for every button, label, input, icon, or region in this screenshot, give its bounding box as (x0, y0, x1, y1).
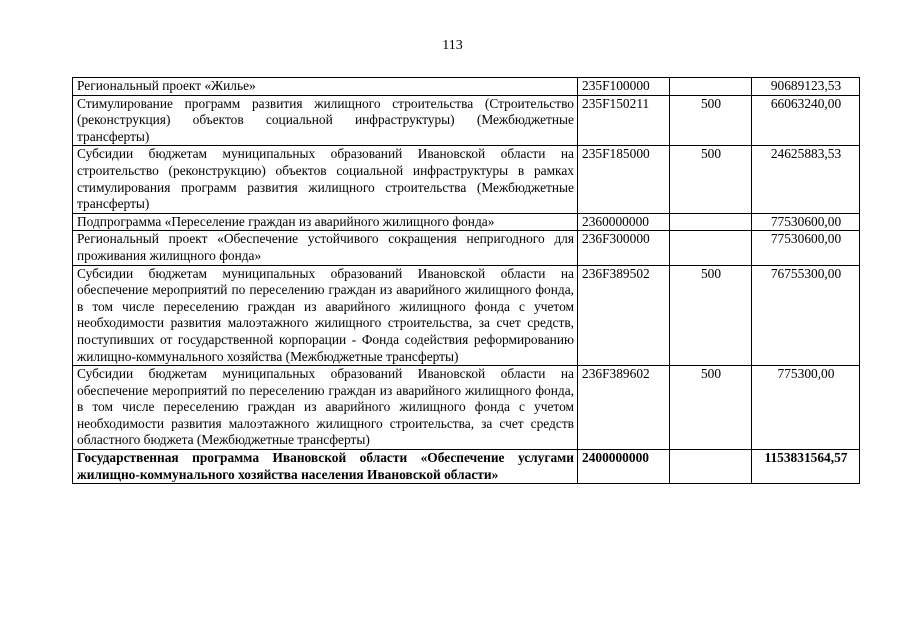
row-name: Региональный проект «Обеспечение устойчивого сокращения непригодного для проживания жилищного фонда» (73, 231, 578, 265)
row-sum: 66063240,00 (752, 95, 860, 146)
row-code: 235F150211 (578, 95, 670, 146)
table-row (73, 146, 860, 213)
row-sum: 1153831564,57 (752, 450, 860, 484)
row-code: 236F389502 (578, 265, 670, 366)
row-expense-type (670, 213, 752, 231)
table-row (73, 95, 860, 146)
row-sum: 24625883,53 (752, 146, 860, 213)
table-row (73, 78, 860, 96)
row-code: 235F100000 (578, 78, 670, 96)
row-code: 235F185000 (578, 146, 670, 213)
table-row (73, 366, 860, 450)
row-code: 236F389602 (578, 366, 670, 450)
row-name: Стимулирование программ развития жилищного строительства (Строительство (реконструкция) объектов социальной инфраструктуры) (Межбюджетные трансферты) (73, 95, 578, 146)
budget-table (72, 77, 860, 484)
row-sum: 77530600,00 (752, 213, 860, 231)
row-sum: 90689123,53 (752, 78, 860, 96)
row-expense-type (670, 231, 752, 265)
row-expense-type: 500 (670, 265, 752, 366)
row-sum: 76755300,00 (752, 265, 860, 366)
row-expense-type: 500 (670, 95, 752, 146)
row-code: 2400000000 (578, 450, 670, 484)
row-name: Региональный проект «Жилье» (73, 78, 578, 96)
row-sum: 775300,00 (752, 366, 860, 450)
page-number: 113 (442, 38, 463, 53)
row-code: 2360000000 (578, 213, 670, 231)
row-name: Субсидии бюджетам муниципальных образований Ивановской области на обеспечение мероприятий по переселению граждан из аварийного жилищного фонда, в том числе переселению граждан из аварийного жилищного фонда с учетом необходимости развития малоэтажного жилищного строительства, за счет средств, поступивших от государственной корпорации - Фонда содействия реформированию жилищно-коммунального хозяйства (Межбюджетные трансферты) (73, 265, 578, 366)
row-expense-type (670, 78, 752, 96)
row-code: 236F300000 (578, 231, 670, 265)
table-row (73, 265, 860, 366)
row-name: Государственная программа Ивановской области «Обеспечение услугами жилищно-коммунального хозяйства населения Ивановской области» (73, 450, 578, 484)
row-name: Субсидии бюджетам муниципальных образований Ивановской области на строительство (реконструкцию) объектов социальной инфраструктуры в рамках стимулирования программ развития жилищного строительства (Межбюджетные трансферты) (73, 146, 578, 213)
row-name: Подпрограмма «Переселение граждан из аварийного жилищного фонда» (73, 213, 578, 231)
row-expense-type: 500 (670, 146, 752, 213)
table-row (73, 231, 860, 265)
row-name: Субсидии бюджетам муниципальных образований Ивановской области на обеспечение мероприятий по переселению граждан из аварийного жилищного фонда, в том числе переселению граждан из аварийного жилищного фонда с учетом необходимости развития малоэтажного жилищного строительства, за счет средств областного бюджета (Межбюджетные трансферты) (73, 366, 578, 450)
row-sum: 77530600,00 (752, 231, 860, 265)
row-expense-type (670, 450, 752, 484)
table-row (73, 213, 860, 231)
table-row-program-total (73, 450, 860, 484)
row-expense-type: 500 (670, 366, 752, 450)
